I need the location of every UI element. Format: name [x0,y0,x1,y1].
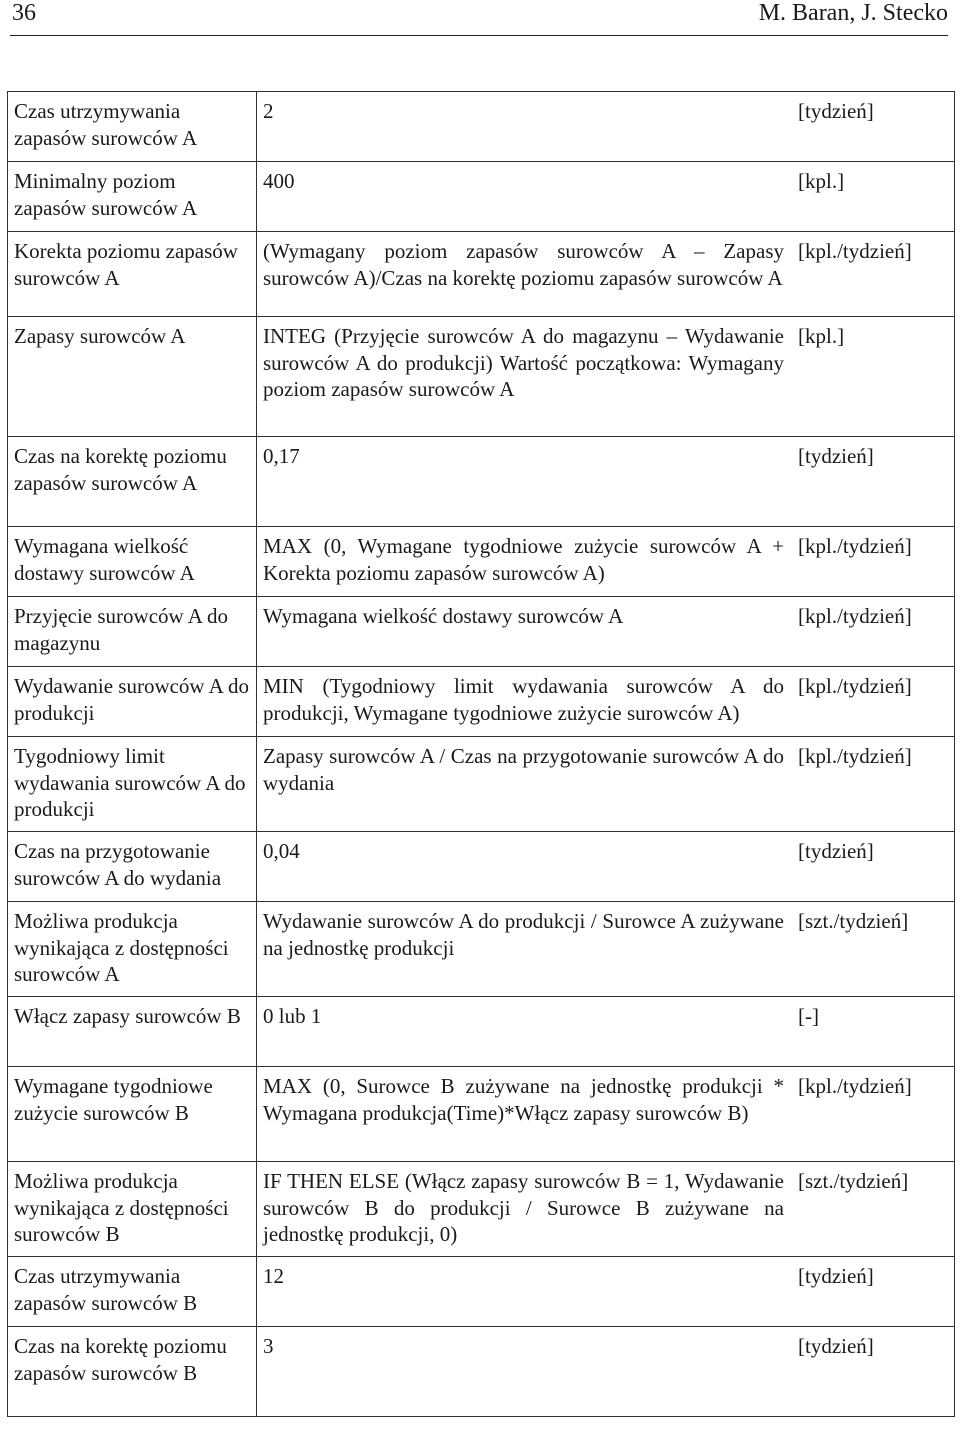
variable-name-cell: Minimalny poziom zapasów surowców A [8,162,257,232]
unit-cell: [kpl.] [794,162,955,232]
unit-cell: [kpl./tydzień] [794,232,955,317]
unit-cell: [kpl./tydzień] [794,527,955,597]
equation-cell: Wydawanie surowców A do produkcji / Surowce A zużywane na jednostkę produkcji [257,902,795,997]
unit-cell: [kpl./tydzień] [794,737,955,832]
running-head-authors: M. Baran, J. Stecko [758,0,948,26]
variable-name-cell: Czas utrzymywania zapasów surowców A [8,92,257,162]
equation-cell: (Wymagany poziom zapasów surowców A – Zapasy surowców A)/Czas na korektę poziomu zapasów surowców A [257,232,795,317]
variable-name-cell: Czas na korektę poziomu zapasów surowców A [8,437,257,527]
table-row [8,1327,955,1417]
equation-cell: 12 [257,1257,795,1327]
equation-cell: INTEG (Przyjęcie surowców A do magazynu – Wydawanie surowców A do produkcji) Wartość początkowa: Wymagany poziom zapasów surowców A [257,317,795,437]
unit-cell: [kpl.] [794,317,955,437]
unit-cell: [tydzień] [794,832,955,902]
unit-cell: [tydzień] [794,92,955,162]
equation-cell: MAX (0, Surowce B zużywane na jednostkę produkcji * Wymagana produkcja(Time)*Włącz zapasy surowców B) [257,1067,795,1162]
variable-name-cell: Zapasy surowców A [8,317,257,437]
equation-cell: 2 [257,92,795,162]
equation-cell: MAX (0, Wymagane tygodniowe zużycie surowców A + Korekta poziomu zapasów surowców A) [257,527,795,597]
variable-name-cell: Włącz zapasy surowców B [8,997,257,1067]
table-row [8,162,955,232]
unit-cell: [kpl./tydzień] [794,667,955,737]
equation-cell: 0,04 [257,832,795,902]
table-row [8,1067,955,1162]
page-header [10,0,948,34]
table-row [8,1257,955,1327]
equation-cell: 0,17 [257,437,795,527]
unit-cell: [tydzień] [794,437,955,527]
variable-name-cell: Czas na korektę poziomu zapasów surowców B [8,1327,257,1417]
equation-cell: Zapasy surowców A / Czas na przygotowanie surowców A do wydania [257,737,795,832]
variable-name-cell: Przyjęcie surowców A do magazynu [8,597,257,667]
equation-cell: 3 [257,1327,795,1417]
unit-cell: [szt./tydzień] [794,1162,955,1257]
equation-cell: Wymagana wielkość dostawy surowców A [257,597,795,667]
variable-name-cell: Czas na przygotowanie surowców A do wydania [8,832,257,902]
unit-cell: [szt./tydzień] [794,902,955,997]
variable-name-cell: Możliwa produkcja wynikająca z dostępności surowców A [8,902,257,997]
table-row [8,437,955,527]
equation-cell: 400 [257,162,795,232]
variable-name-cell: Wymagana wielkość dostawy surowców A [8,527,257,597]
variable-name-cell: Tygodniowy limit wydawania surowców A do produkcji [8,737,257,832]
variable-name-cell: Wydawanie surowców A do produkcji [8,667,257,737]
table-row [8,232,955,317]
equation-cell: MIN (Tygodniowy limit wydawania surowców A do produkcji, Wymagane tygodniowe zużycie surowców A) [257,667,795,737]
unit-cell: [-] [794,997,955,1067]
variable-name-cell: Czas utrzymywania zapasów surowców B [8,1257,257,1327]
equation-cell: 0 lub 1 [257,997,795,1067]
page-number: 36 [12,0,36,26]
table-row [8,737,955,832]
table-row [8,997,955,1067]
table-row [8,902,955,997]
table-row [8,667,955,737]
variable-name-cell: Korekta poziomu zapasów surowców A [8,232,257,317]
unit-cell: [tydzień] [794,1327,955,1417]
variable-name-cell: Możliwa produkcja wynikająca z dostępności surowców B [8,1162,257,1257]
equation-cell: IF THEN ELSE (Włącz zapasy surowców B = 1, Wydawanie surowców B do produkcji / Surowce B zużywane na jednostkę produkcji, 0) [257,1162,795,1257]
table-row [8,317,955,437]
unit-cell: [kpl./tydzień] [794,1067,955,1162]
table-row [8,1162,955,1257]
table-row [8,92,955,162]
unit-cell: [tydzień] [794,1257,955,1327]
table-row [8,527,955,597]
header-rule [10,35,948,36]
table-row [8,597,955,667]
parameter-table [7,91,955,1417]
unit-cell: [kpl./tydzień] [794,597,955,667]
variable-name-cell: Wymagane tygodniowe zużycie surowców B [8,1067,257,1162]
table-row [8,832,955,902]
